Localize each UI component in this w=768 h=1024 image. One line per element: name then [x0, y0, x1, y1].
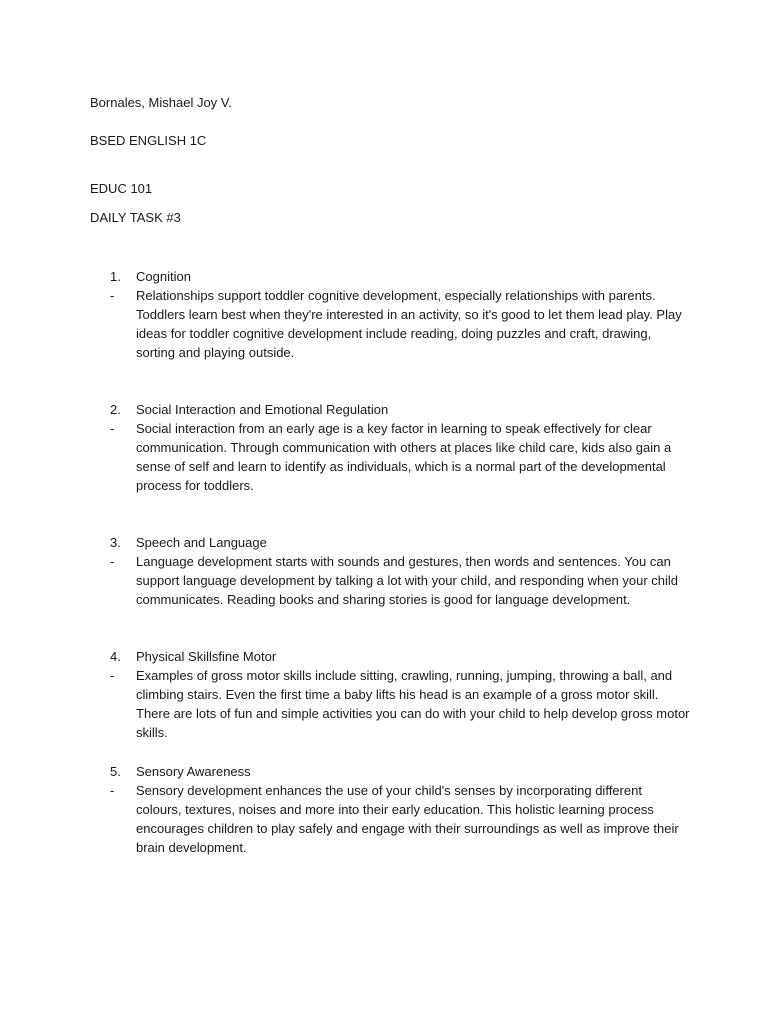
item-body [110, 552, 690, 609]
item-text: Social interaction from an early age is a key factor in learning to speak effectively for clear communication. Through communication with others at places like child care, kids also gain a sense of self and learn to identify as individuals, which is a normal part of the developmental process for toddlers. [136, 421, 672, 493]
student-name: Bornales, Mishael Joy V. [90, 95, 232, 110]
item-body [110, 419, 690, 495]
subject-code: EDUC 101 [90, 181, 153, 196]
list-item [110, 533, 690, 609]
student-course: BSED ENGLISH 1C [90, 133, 207, 148]
item-number: 1. [110, 269, 121, 284]
item-heading [110, 400, 690, 419]
item-body [110, 781, 690, 857]
item-title: Sensory Awareness [136, 764, 251, 779]
item-heading [110, 533, 690, 552]
task-title: DAILY TASK #3 [90, 210, 181, 225]
item-text: Sensory development enhances the use of your child's senses by incorporating different colours, textures, noises and more into their early education. This holistic learning process encourages children to play safely and engage with their surroundings as well as improve their brain development. [136, 783, 679, 855]
bullet-dash: - [110, 421, 115, 436]
item-number: 3. [110, 535, 121, 550]
item-number: 4. [110, 649, 121, 664]
item-title: Physical Skillsfine Motor [136, 649, 277, 664]
item-body [110, 286, 690, 362]
list-item [110, 647, 690, 742]
item-text: Examples of gross motor skills include sitting, crawling, running, jumping, throwing a ball, and climbing stairs. Even the first time a baby lifts his head is an example of a gross motor skill. There are lots of fun and simple activities you can do with your child to help develop gross motor skills. [136, 668, 690, 740]
list-item [110, 762, 690, 857]
item-title: Speech and Language [136, 535, 267, 550]
bullet-dash: - [110, 288, 115, 303]
item-number: 2. [110, 402, 121, 417]
list-item [110, 400, 690, 495]
bullet-dash: - [110, 783, 115, 798]
item-body [110, 666, 690, 742]
item-number: 5. [110, 764, 121, 779]
item-text: Language development starts with sounds and gestures, then words and sentences. You can support language development by talking a lot with your child, and responding when your child communicates. Reading books and sharing stories is good for language development. [136, 554, 679, 607]
bullet-dash: - [110, 668, 115, 683]
item-title: Social Interaction and Emotional Regulation [136, 402, 389, 417]
item-text: Relationships support toddler cognitive development, especially relationships with parents. Toddlers learn best when they're interested in an activity, so it's good to let them lead play. Play ideas for toddler cognitive development include reading, doing puzzles and craft, drawing, sorting and playing outside. [136, 288, 682, 360]
bullet-dash: - [110, 554, 115, 569]
list-item [110, 267, 690, 362]
item-heading [110, 267, 690, 286]
item-title: Cognition [136, 269, 191, 284]
item-heading [110, 762, 690, 781]
item-heading [110, 647, 690, 666]
